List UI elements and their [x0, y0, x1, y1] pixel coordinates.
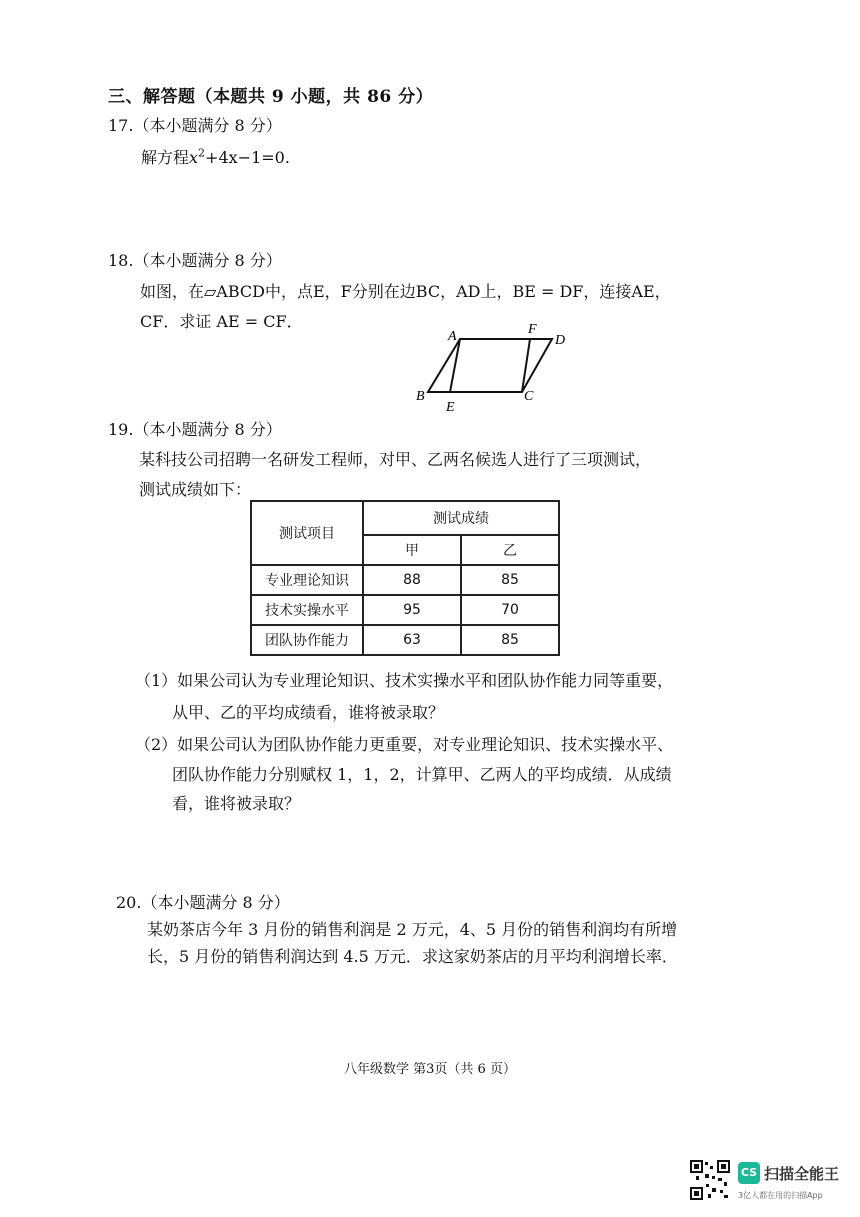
label-b: B — [416, 389, 425, 404]
camscanner-name: 扫描全能王 — [764, 1165, 840, 1183]
row-yi: 85 — [461, 565, 559, 595]
q17-eq-x: x — [189, 148, 199, 167]
row-jia: 88 — [363, 565, 461, 595]
col-header-item: 测试项目 — [251, 501, 363, 565]
label-a: A — [448, 329, 457, 344]
row-yi: 85 — [461, 625, 559, 655]
camscanner-tagline: 3亿人都在用的扫描App — [738, 1191, 823, 1200]
table-row — [251, 595, 559, 625]
q18-line1: 如图，在▱ABCD中，点E，F分别在边BC，AD上，BE = DF，连接AE， — [140, 282, 671, 301]
table-row — [251, 565, 559, 595]
label-e: E — [446, 400, 455, 415]
q19-part2-c: 看，谁将被录取？ — [172, 794, 301, 813]
score-table — [250, 500, 560, 656]
row-item: 团队协作能力 — [251, 625, 363, 655]
col-header-jia: 甲 — [363, 535, 461, 565]
parallelogram-figure — [410, 318, 580, 418]
q19-part1-a: （1）如果公司认为专业理论知识、技术实操水平和团队协作能力同等重要， — [135, 671, 674, 690]
q17-prompt — [141, 145, 290, 168]
section-title: 三、解答题（本题共 9 小题，共 86 分） — [108, 87, 434, 107]
q19-part1-b: 从甲、乙的平均成绩看，谁将被录取？ — [172, 703, 445, 722]
row-item: 技术实操水平 — [251, 595, 363, 625]
q19-line1: 某科技公司招聘一名研发工程师，对甲、乙两名候选人进行了三项测试， — [139, 450, 652, 469]
col-header-score: 测试成绩 — [363, 501, 559, 535]
col-header-yi: 乙 — [461, 535, 559, 565]
page-footer: 八年级数学 第3页（共 6 页） — [344, 1062, 516, 1077]
q20-line1: 某奶茶店今年 3 月份的销售利润是 2 万元，4、5 月份的销售利润均有所增 — [147, 920, 678, 939]
qr-code-icon — [690, 1160, 730, 1200]
row-jia: 95 — [363, 595, 461, 625]
label-c: C — [524, 389, 534, 404]
q20-line2: 长，5 月份的销售利润达到 4.5 万元．求这家奶茶店的月平均利润增长率． — [147, 947, 678, 966]
row-item: 专业理论知识 — [251, 565, 363, 595]
q19-part2-b: 团队协作能力分别赋权 1，1，2，计算甲、乙两人的平均成绩．从成绩 — [172, 765, 672, 784]
q17-eq-rest: +4x−1=0. — [205, 148, 290, 167]
q18-line2: CF．求证 AE = CF． — [140, 312, 303, 331]
q17-header: 17.（本小题满分 8 分） — [108, 116, 282, 135]
row-yi: 70 — [461, 595, 559, 625]
q17-prompt-text: 解方程 — [141, 148, 190, 167]
camscanner-logo: CS — [738, 1162, 760, 1184]
label-f: F — [528, 322, 537, 337]
q18-header: 18.（本小题满分 8 分） — [108, 251, 282, 270]
label-d: D — [555, 333, 566, 348]
table-row — [251, 625, 559, 655]
q19-line2: 测试成绩如下： — [139, 480, 252, 499]
q19-header: 19.（本小题满分 8 分） — [108, 420, 282, 439]
q17-eq-exp: 2 — [198, 146, 206, 160]
row-jia: 63 — [363, 625, 461, 655]
q20-header: 20.（本小题满分 8 分） — [116, 893, 290, 912]
q19-part2-a: （2）如果公司认为团队协作能力更重要，对专业理论知识、技术实操水平、 — [135, 735, 674, 754]
